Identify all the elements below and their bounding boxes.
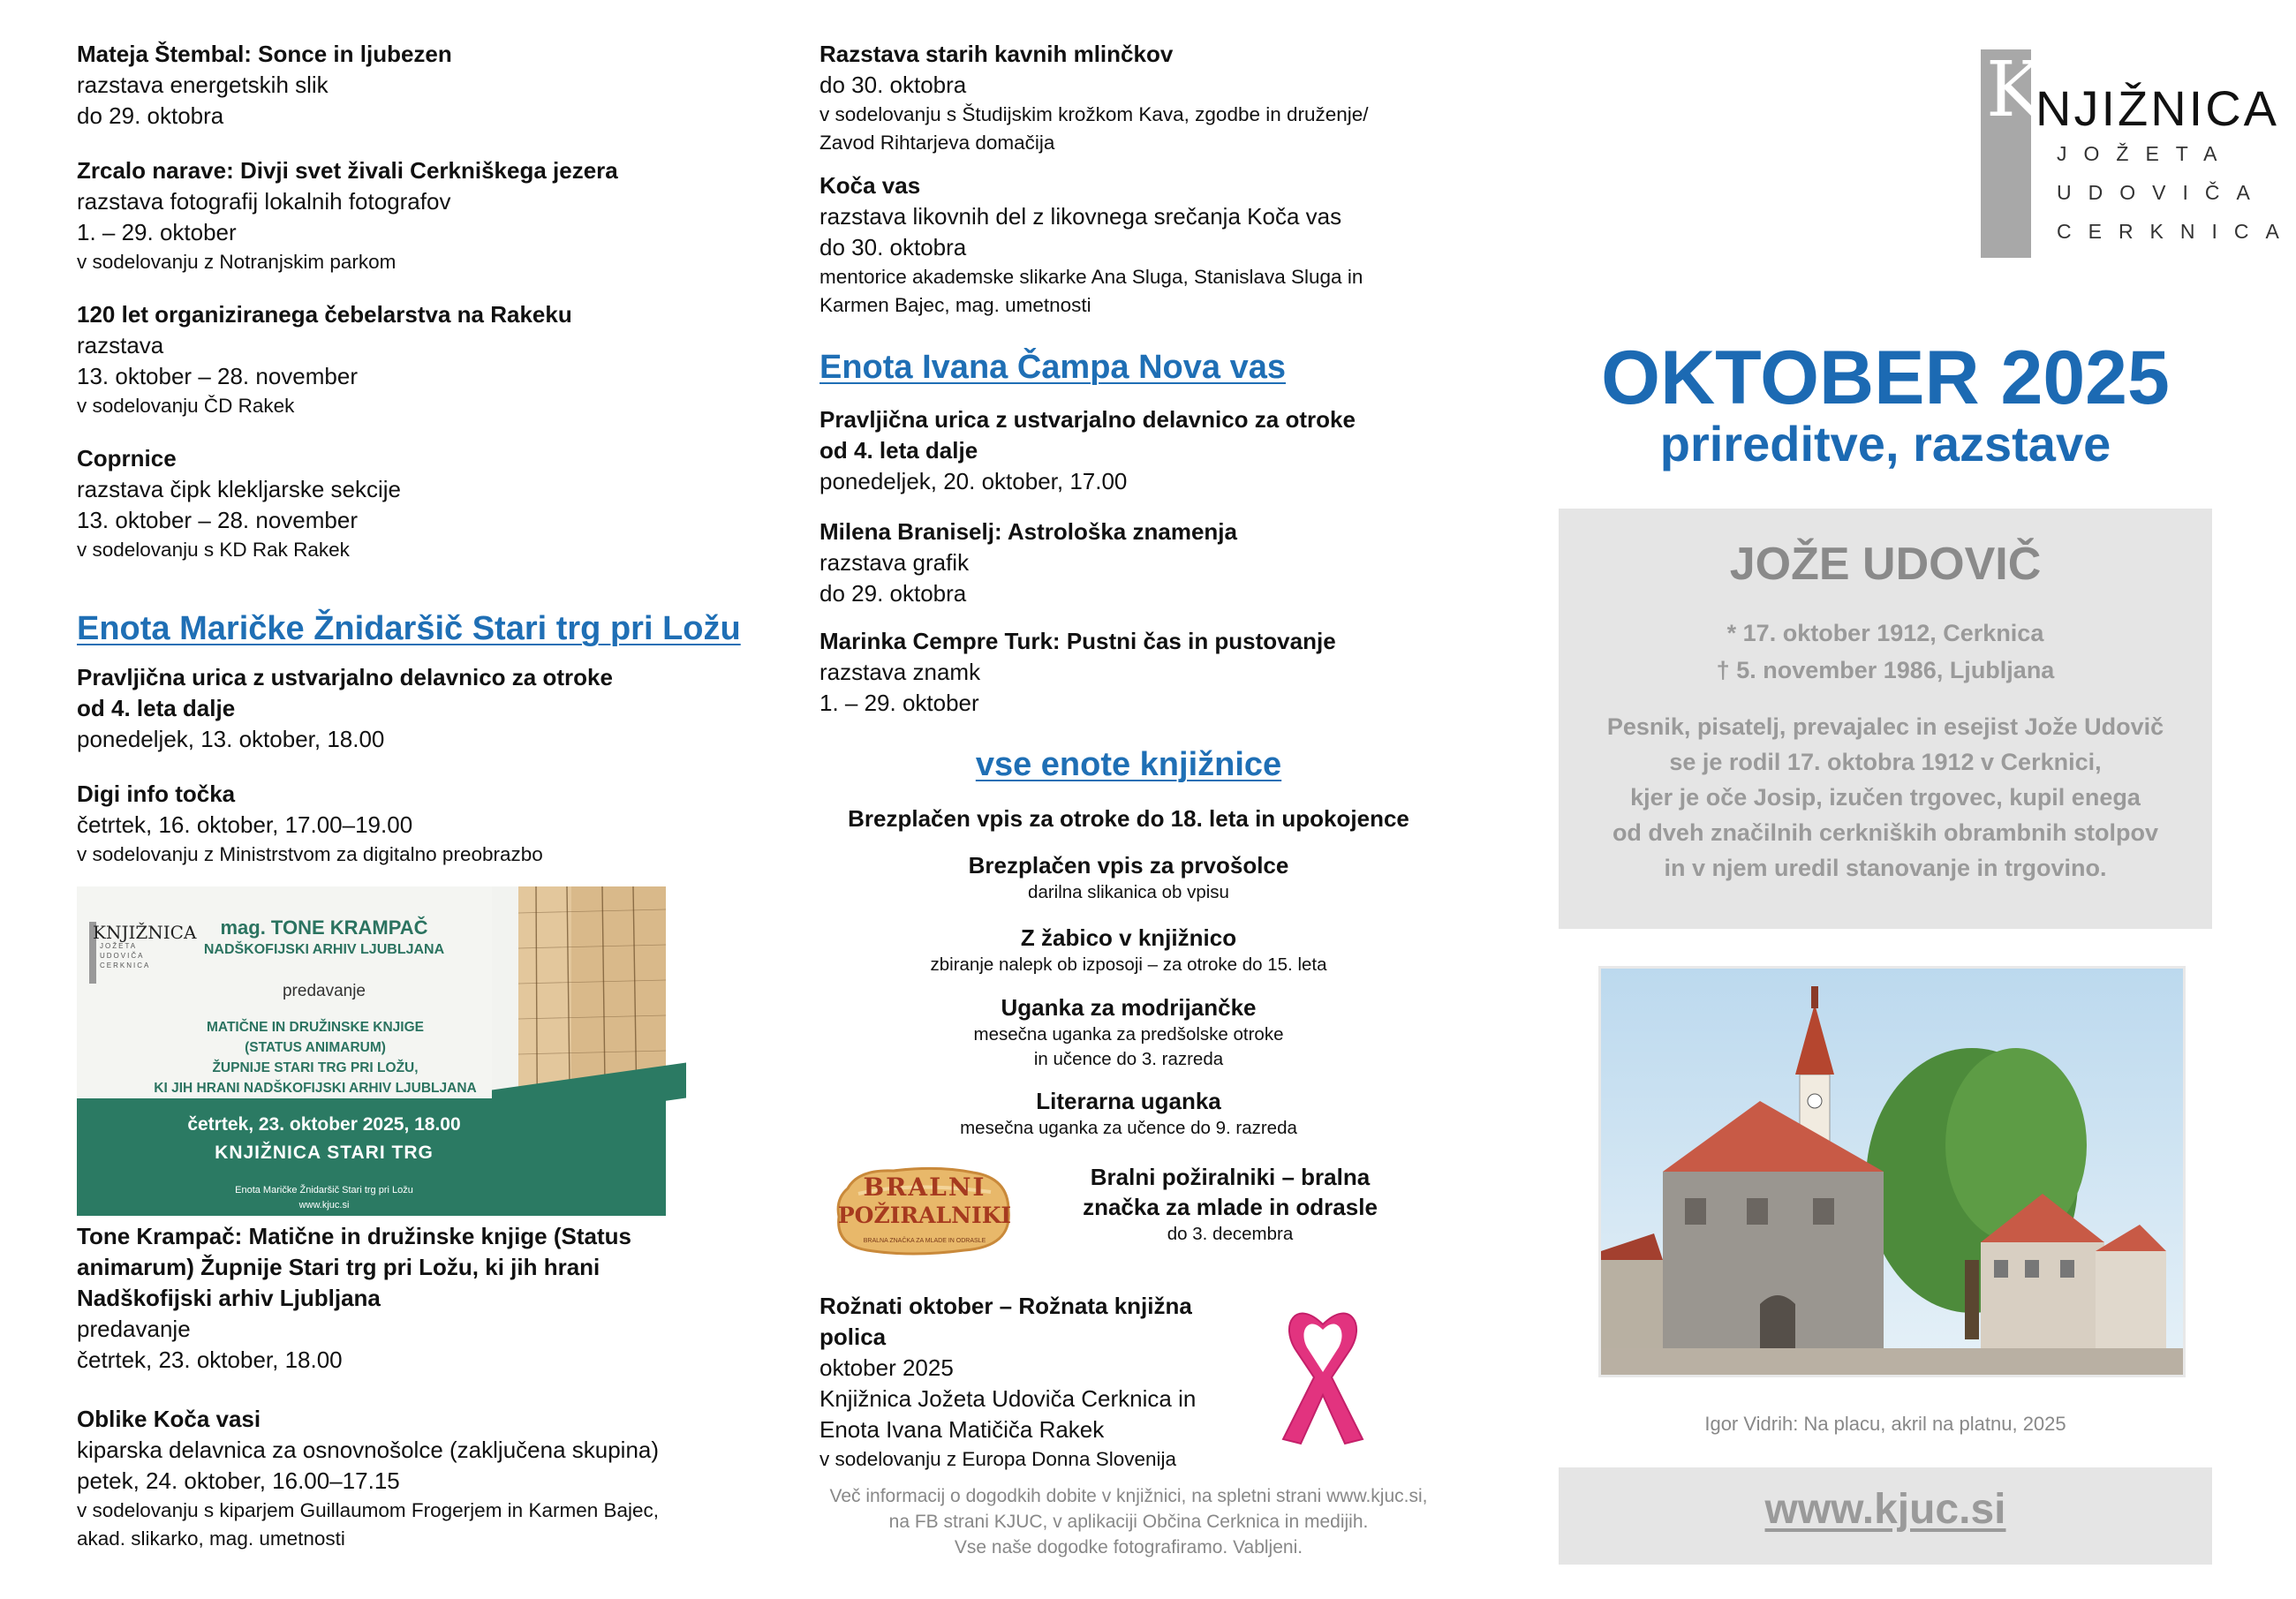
event-line: 1. – 29. oktober [77, 219, 237, 245]
center-event-title: Z žabico v knjižnico [1020, 924, 1237, 951]
event-title: 120 let organiziranega čebelarstva na Rakeku [77, 301, 572, 328]
section-heading-vse-enote: vse enote knjižnice [975, 746, 1282, 783]
bio-text-line: od dveh značilnih cerkniških obrambnih stolpov [1612, 819, 2159, 846]
center-event-title: Brezplačen vpis za otroke do 18. leta in upokojence [848, 805, 1409, 832]
bio-born: * 17. oktober 1912, Cerknica [1726, 620, 2044, 646]
badge-tiny: BRALNA ZNAČKA ZA MLADE IN ODRASLE [863, 1238, 986, 1244]
bio-panel [1559, 509, 2212, 929]
event-line: 13. oktober – 28. november [77, 507, 358, 533]
event-title: Oblike Koča vasi [77, 1406, 261, 1432]
poster-web: www.kjuc.si [298, 1200, 350, 1211]
footer-line: Vse naše dogodke fotografiramo. Vabljeni. [954, 1537, 1303, 1558]
event-digi-info-tocka [77, 779, 695, 869]
event-line: predavanje [77, 1316, 191, 1342]
section-heading-stari-trg: Enota Maričke Žnidaršič Stari trg pri Ložu [77, 610, 741, 647]
event-coprnice [77, 443, 695, 564]
event-title: Koča vas [819, 172, 921, 199]
event-line: kiparska delavnica za osnovnošolce (zaključena skupina) [77, 1437, 660, 1463]
event-note: v sodelovanju s Študijskim krožkom Kava, zgodbe in druženje/ [819, 103, 1369, 125]
center-event-note: in učence do 3. razreda [1033, 1049, 1224, 1069]
bio-text-line: in v njem uredil stanovanje in trgovino. [1664, 855, 2107, 881]
event-title: Milena Braniselj: Astrološka znamenja [819, 518, 1237, 545]
event-line: ponedeljek, 20. oktober, 17.00 [819, 468, 1128, 494]
event-pravljicna-urica-nova-vas [819, 404, 1438, 497]
library-logo-line: UDOVIČA [2057, 181, 2267, 204]
library-logo-initial: K [1986, 46, 2043, 134]
library-logo-text: NJIŽNICA [2035, 80, 2279, 136]
center-event-prvosolci [819, 850, 1438, 905]
center-event-literarna-uganka [819, 1086, 1438, 1141]
event-cempre-turk [819, 626, 1438, 719]
poster-topic-line: MATIČNE IN DRUŽINSKE KNJIGE [206, 1020, 424, 1035]
library-logo-line: CERKNICA [2057, 220, 2296, 243]
event-title: Razstava starih kavnih mlinčkov [819, 41, 1174, 67]
event-note: v sodelovanju s kiparjem Guillaumom Frogerjem in Karmen Bajec, [77, 1499, 660, 1521]
painting-na-placu [1598, 966, 2186, 1377]
event-tone-krampac [77, 1221, 695, 1376]
event-note: akad. slikarko, mag. umetnosti [77, 1527, 345, 1550]
page-title: OKTOBER 2025 [1601, 336, 2170, 420]
center-event-note: mesečna uganka za predšolske otroke [973, 1024, 1284, 1045]
center-event-note: do 3. decembra [1167, 1224, 1294, 1244]
poster-footer: Enota Maričke Žnidaršič Stari trg pri Ložu [235, 1185, 413, 1195]
event-title-cont: animarum) Župnije Stari trg pri Ložu, ki jih hrani [77, 1254, 600, 1280]
bio-name: JOŽE UDOVIČ [1729, 539, 2042, 590]
poster-topic [130, 1017, 501, 1098]
poster-institution: NADŠKOFIJSKI ARHIV LJUBLJANA [203, 942, 445, 957]
event-title-cont: Nadškofijski arhiv Ljubljana [77, 1285, 381, 1311]
painting-image [1601, 969, 2183, 1375]
event-line: do 29. oktobra [77, 102, 224, 129]
poster-topic-line: ŽUPNIJE STARI TRG PRI LOŽU, [212, 1060, 419, 1075]
event-line: razstava čipk klekljarske sekcije [77, 476, 402, 502]
event-title: Mateja Štembal: Sonce in ljubezen [77, 41, 452, 67]
footer-line: Več informacij o dogodkih dobite v knjižnici, na spletni strani www.kjuc.si, [829, 1486, 1428, 1506]
poster-topic-line: (STATUS ANIMARUM) [245, 1040, 386, 1055]
bio-text-line: Pesnik, pisatelj, prevajalec in esejist Jože Udovič [1606, 713, 2164, 740]
center-event-note: mesečna uganka za učence do 9. razreda [960, 1118, 1297, 1138]
event-line: razstava energetskih slik [77, 72, 329, 98]
event-note: Zavod Rihtarjeva domačija [819, 132, 1055, 154]
event-line: ponedeljek, 13. oktober, 18.00 [77, 726, 385, 752]
poster-topic-line: KI JIH HRANI NADŠKOFIJSKI ARHIV LJUBLJANA [154, 1081, 477, 1096]
pink-ribbon-icon [1261, 1298, 1385, 1448]
event-note: v sodelovanju z Europa Donna Slovenija [819, 1448, 1177, 1470]
event-title: Marinka Cempre Turk: Pustni čas in pustovanje [819, 628, 1336, 654]
center-event-note: darilna slikanica ob vpisu [1028, 882, 1229, 902]
library-logo-line: JOŽETA [2057, 142, 2234, 165]
poster-logo-text: KNJIŽNICA [93, 922, 197, 943]
event-line: petek, 24. oktober, 16.00–17.15 [77, 1467, 400, 1494]
event-line: 13. oktober – 28. november [77, 363, 358, 389]
info-footer [819, 1483, 1438, 1560]
event-pravljicna-urica-stari-trg [77, 662, 695, 755]
footer-line: na FB strani KJUC, v aplikaciji Občina Cerknica in medijih. [888, 1512, 1369, 1532]
badge-line2: POŽIRALNIKI [837, 1203, 1012, 1228]
center-event-brezplacen-vpis [819, 803, 1438, 833]
poster-logo-sub [100, 941, 150, 970]
bio-died: † 5. november 1986, Ljubljana [1716, 657, 2055, 683]
event-line: razstava [77, 332, 164, 358]
event-line: Knjižnica Jožeta Udoviča Cerknica in [819, 1385, 1197, 1412]
poster-logo-line: CERKNICA [100, 962, 151, 969]
bio-text-line: kjer je oče Josip, izučen trgovec, kupil enega [1630, 784, 2141, 811]
badge-line1: BRALNI [863, 1173, 986, 1202]
center-event-title: Brezplačen vpis za prvošolce [968, 852, 1289, 879]
event-title: Digi info točka [77, 781, 236, 807]
center-event-title-cont: značka za mlade in odrasle [1083, 1194, 1378, 1220]
bralni-poziralniki-logo [832, 1162, 1017, 1259]
event-line: do 30. oktobra [819, 72, 967, 98]
event-zrcalo-narave [77, 155, 695, 276]
poster-logo-line: UDOVIČA [100, 952, 145, 960]
event-braniselj [819, 517, 1438, 609]
poster-kind: predavanje [282, 982, 366, 1000]
event-line: oktober 2025 [819, 1354, 954, 1381]
website-link[interactable]: www.kjuc.si [1764, 1486, 2006, 1533]
website-panel [1559, 1467, 2212, 1565]
page-subtitle: prireditve, razstave [1659, 416, 2111, 471]
event-line: 1. – 29. oktober [819, 690, 979, 716]
event-note: v sodelovanju z Notranjskim parkom [77, 251, 397, 273]
event-line: Enota Ivana Matičiča Rakek [819, 1416, 1105, 1443]
event-line: razstava znamk [819, 659, 981, 685]
section-heading-nova-vas: Enota Ivana Čampa Nova vas [819, 349, 1286, 386]
center-event-title: Uganka za modrijančke [1001, 994, 1257, 1021]
event-title: Pravljična urica z ustvarjalno delavnico za otroke [77, 664, 613, 690]
event-bralni-poziralniki [1031, 1162, 1429, 1247]
event-title: Rožnati oktober – Rožnata knjižna polica [819, 1293, 1192, 1350]
lecture-poster [77, 886, 666, 1216]
poster-logo-line: JOŽETA [100, 942, 138, 950]
event-stembal [77, 39, 695, 132]
event-note: v sodelovanju s KD Rak Rakek [77, 539, 350, 561]
poster-date: četrtek, 23. oktober 2025, 18.00 [187, 1114, 461, 1135]
event-cebelarstvo [77, 299, 695, 420]
poster-venue: KNJIŽNICA STARI TRG [215, 1143, 434, 1163]
event-line: do 30. oktobra [819, 234, 967, 260]
event-line: razstava fotografij lokalnih fotografov [77, 188, 451, 215]
center-event-title: Bralni požiralniki – bralna [1090, 1164, 1371, 1190]
event-line: četrtek, 16. oktober, 17.00–19.00 [77, 811, 413, 838]
center-event-modrijancki [819, 992, 1438, 1072]
event-line: razstava likovnih del z likovnega srečanja Koča vas [819, 203, 1342, 230]
event-line: razstava grafik [819, 549, 970, 576]
event-line: četrtek, 23. oktober, 18.00 [77, 1346, 343, 1373]
event-title-cont: od 4. leta dalje [77, 695, 236, 721]
event-note: v sodelovanju ČD Rakek [77, 395, 295, 417]
poster-speaker: mag. TONE KRAMPAČ [220, 916, 428, 939]
event-title: Tone Krampač: Matične in družinske knjige (Status [77, 1223, 631, 1249]
event-title-cont: od 4. leta dalje [819, 437, 978, 464]
event-roznati-oktober [819, 1291, 1261, 1474]
event-note: Karmen Bajec, mag. umetnosti [819, 294, 1091, 316]
center-event-note: zbiranje nalepk ob izposoji – za otroke do 15. leta [930, 954, 1327, 975]
painting-caption: Igor Vidrih: Na placu, akril na platnu, 2025 [1704, 1413, 2066, 1435]
event-title: Coprnice [77, 445, 177, 471]
event-title: Zrcalo narave: Divji svet živali Cerkniškega jezera [77, 157, 618, 184]
event-note: v sodelovanju z Ministrstvom za digitalno preobrazbo [77, 843, 543, 865]
event-koca-vas [819, 170, 1438, 320]
event-note: mentorice akademske slikarke Ana Sluga, Stanislava Sluga in [819, 266, 1363, 288]
event-kavni-mlincki [819, 39, 1438, 157]
center-event-zabica [819, 923, 1438, 977]
event-oblike-koca-vasi [77, 1404, 695, 1553]
bio-text-line: se je rodil 17. oktobra 1912 v Cerknici, [1669, 749, 2102, 775]
center-event-title: Literarna uganka [1036, 1088, 1221, 1114]
event-title: Pravljična urica z ustvarjalno delavnico za otroke [819, 406, 1356, 433]
event-line: do 29. oktobra [819, 580, 967, 607]
